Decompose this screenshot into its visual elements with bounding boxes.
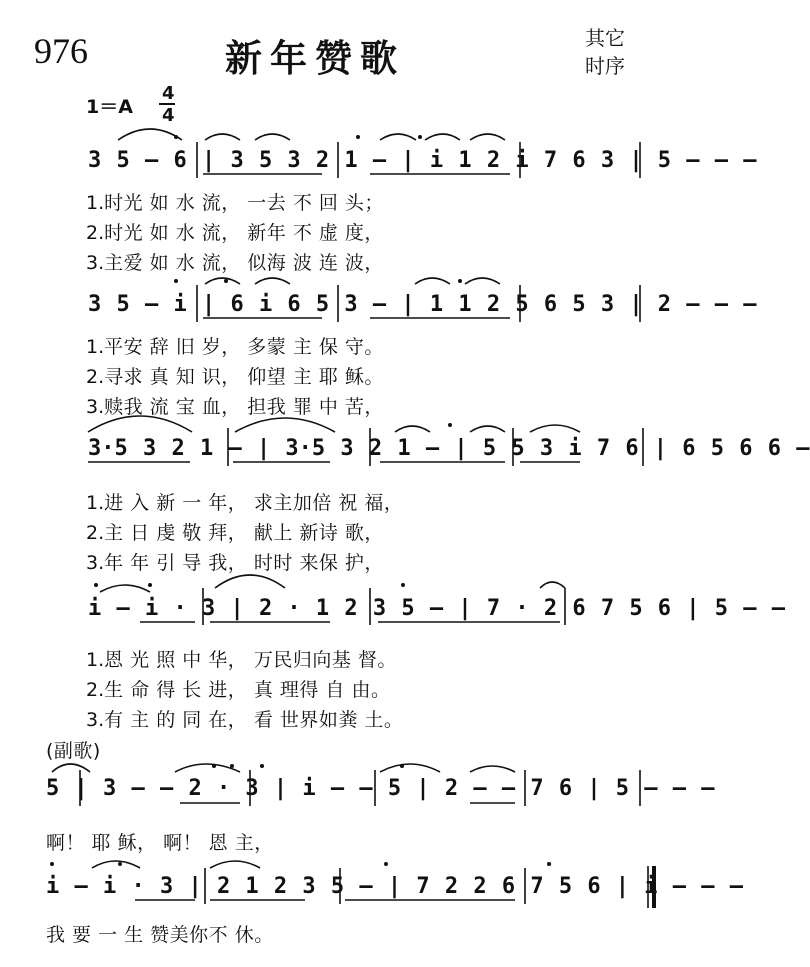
lyric-line bbox=[86, 248, 384, 275]
notation-line-4: i – i · 3 | 2 · 1 2 3 5 – | 7 · 2 6 7 5 6 | 5 – – bbox=[88, 596, 786, 621]
chorus-notation-1: 5 | 3 – – 2 · 3 | i – – 5 | 2 – – 7 6 | 5 – – – bbox=[46, 776, 715, 801]
lyric-text: 进 入 新 一 年， 求主加倍 祝 福， bbox=[104, 492, 404, 514]
verse-number: 1. bbox=[86, 649, 105, 671]
notation-line-2: 3 5 – i | 6 i 6 5 3 – | 1 1 2 5 6 5 3 | 2 – – – bbox=[88, 292, 757, 317]
hymn-number: 976 bbox=[34, 31, 88, 71]
lyric-text: 寻求 真 知 识， 仰望 主 耶 稣。 bbox=[104, 366, 384, 388]
lyric-line bbox=[86, 392, 384, 419]
lyric-text: 主 日 虔 敬 拜， 献上 新诗 歌， bbox=[104, 522, 384, 544]
lyric-text: 主爱 如 水 流， 似海 波 连 波， bbox=[104, 252, 384, 274]
verse-number: 2. bbox=[86, 366, 105, 388]
lyric-text: 年 年 引 导 我， 时时 来保 护， bbox=[104, 552, 384, 574]
chorus-notation-2: i – i · 3 | 2 1 2 3 5 – | 7 2 2 6 7 5 6 | i – – – bbox=[46, 874, 744, 899]
chorus-label: (副歌) bbox=[46, 740, 101, 762]
verse-number: 1. bbox=[86, 336, 105, 358]
notation-line-1: 3 5 – 6 | 3 5 3 2 1 – | i 1 2 i 7 6 3 | 5 – – – bbox=[88, 148, 757, 173]
lyric-line bbox=[86, 705, 403, 732]
lyric-text: 平安 辞 旧 岁， 多蒙 主 保 守。 bbox=[104, 336, 384, 358]
lyric-line bbox=[86, 332, 384, 359]
category-bottom: 时序 bbox=[585, 54, 625, 78]
time-signature-bottom: 4 bbox=[162, 105, 175, 126]
verse-number: 3. bbox=[86, 396, 105, 418]
lyric-line bbox=[86, 218, 384, 245]
chorus-lyric-2: 我 要 一 生 赞美你不 休。 bbox=[46, 924, 274, 946]
time-signature-top: 4 bbox=[162, 83, 175, 104]
verse-number: 3. bbox=[86, 552, 105, 574]
verse-number: 2. bbox=[86, 222, 105, 244]
category-top: 其它 bbox=[585, 26, 625, 50]
lyric-text: 生 命 得 长 进， 真 理得 自 由。 bbox=[104, 679, 391, 701]
lyric-line bbox=[86, 518, 384, 545]
lyric-text: 恩 光 照 中 华， 万民归向基 督。 bbox=[104, 649, 397, 671]
verse-number: 2. bbox=[86, 679, 105, 701]
verse-number: 1. bbox=[86, 492, 105, 514]
song-title: 新年赞歌 bbox=[225, 37, 405, 80]
verse-number: 3. bbox=[86, 252, 105, 274]
chorus-lyric-1: 啊！ 耶 稣， 啊！ 恩 主， bbox=[46, 832, 274, 854]
lyric-line bbox=[86, 645, 397, 672]
lyric-text: 有 主 的 同 在， 看 世界如粪 土。 bbox=[104, 709, 404, 731]
notation-line-3: 3·5 3 2 1 – | 3·5 3 2 1 – | 5 5 3 i 7 6 | 6 5 6 6 – bbox=[88, 436, 810, 461]
lyric-text: 时光 如 水 流， 一去 不 回 头； bbox=[104, 192, 384, 214]
lyric-text: 时光 如 水 流， 新年 不 虚 度， bbox=[104, 222, 384, 244]
verse-number: 3. bbox=[86, 709, 105, 731]
lyric-line bbox=[86, 488, 403, 515]
lyric-line bbox=[86, 548, 384, 575]
verse-number: 2. bbox=[86, 522, 105, 544]
lyric-line bbox=[86, 188, 384, 215]
lyric-line bbox=[86, 362, 384, 389]
lyric-text: 赎我 流 宝 血， 担我 罪 中 苦， bbox=[104, 396, 384, 418]
key-signature: 1＝A bbox=[86, 96, 133, 118]
verse-number: 1. bbox=[86, 192, 105, 214]
lyric-line bbox=[86, 675, 390, 702]
